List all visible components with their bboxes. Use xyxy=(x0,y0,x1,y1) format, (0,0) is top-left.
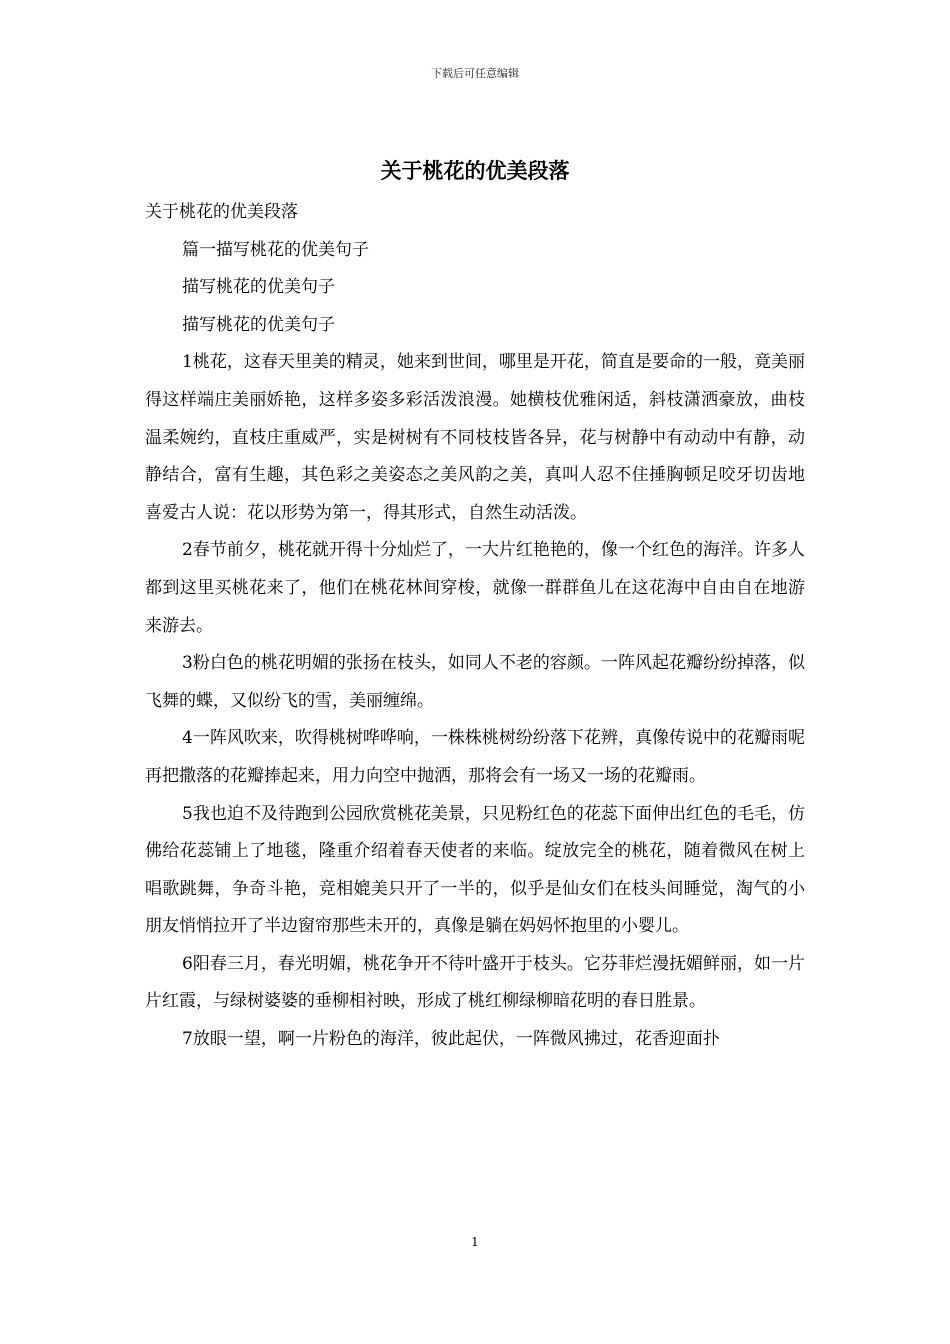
body-first-line: 关于桃花的优美段落 xyxy=(145,202,298,222)
header-note: 下载后可任意编辑 xyxy=(431,67,519,80)
document-body xyxy=(145,194,805,1059)
paragraph-2: 2春节前夕，桃花就开得十分灿烂了，一大片红艳艳的，像一个红色的海洋。许多人都到这里买桃花来了，他们在桃花林间穿梭，就像一群群鱼儿在这花海中自由自在地游来游去。 xyxy=(145,540,805,636)
paragraph-1: 1桃花，这春天里美的精灵，她来到世间，哪里是开花，简直是要命的一般，竟美丽得这样端庄美丽娇艳，这样多姿多彩活泼浪漫。她横枝优雅闲适，斜枝潇洒豪放，曲枝温柔婉约，直枝庄重威严，实是树树有不同枝枝皆各异，花与树静中有动动中有静，动静结合，富有生趣，其色彩之美姿态之美风韵之美，真叫人忍不住捶胸顿足咬牙切齿地喜爱古人说：花以形势为第一，得其形式，自然生动活泼。 xyxy=(145,352,805,523)
paragraph-subheading-repeat: 描写桃花的优美句子 xyxy=(182,314,335,335)
paragraph-section-heading: 篇一描写桃花的优美句子 xyxy=(182,239,369,260)
paragraph-subheading: 描写桃花的优美句子 xyxy=(182,277,335,298)
page-number: 1 xyxy=(471,1235,479,1249)
paragraph-3: 3粉白色的桃花明媚的张扬在枝头，如同人不老的容颜。一阵风起花瓣纷纷掉落，似飞舞的蝶，又似纷飞的雪，美丽缠绵。 xyxy=(145,653,805,711)
paragraph-5: 5我也迫不及待跑到公园欣赏桃花美景，只见粉红色的花蕊下面伸出红色的毛毛，仿佛给花蕊铺上了地毯，隆重介绍着春天使者的来临。绽放完全的桃花，随着微风在树上唱歌跳舞，争奇斗艳，竞相媲美只开了一半的，似乎是仙女们在枝头间睡觉，淘气的小朋友悄悄拉开了半边窗帘那些未开的，真像是躺在妈妈怀抱里的小婴儿。 xyxy=(145,803,805,937)
paragraph-7: 7放眼一望，啊一片粉色的海洋，彼此起伏，一阵微风拂过，花香迎面扑 xyxy=(182,1029,720,1050)
paragraph-4: 4一阵风吹来，吹得桃树哗哗响，一株株桃树纷纷落下花辨，真像传说中的花瓣雨呢再把撒落的花瓣捧起来，用力向空中抛洒，那将会有一场又一场的花瓣雨。 xyxy=(145,728,805,786)
paragraph-6: 6阳春三月，春光明媚，桃花争开不待叶盛开于枝头。它芬菲烂漫抚媚鲜丽，如一片片红霞，与绿树婆婆的垂柳相衬映，形成了桃红柳绿柳暗花明的春日胜景。 xyxy=(145,953,805,1012)
document-title: 关于桃花的优美段落 xyxy=(380,159,570,183)
